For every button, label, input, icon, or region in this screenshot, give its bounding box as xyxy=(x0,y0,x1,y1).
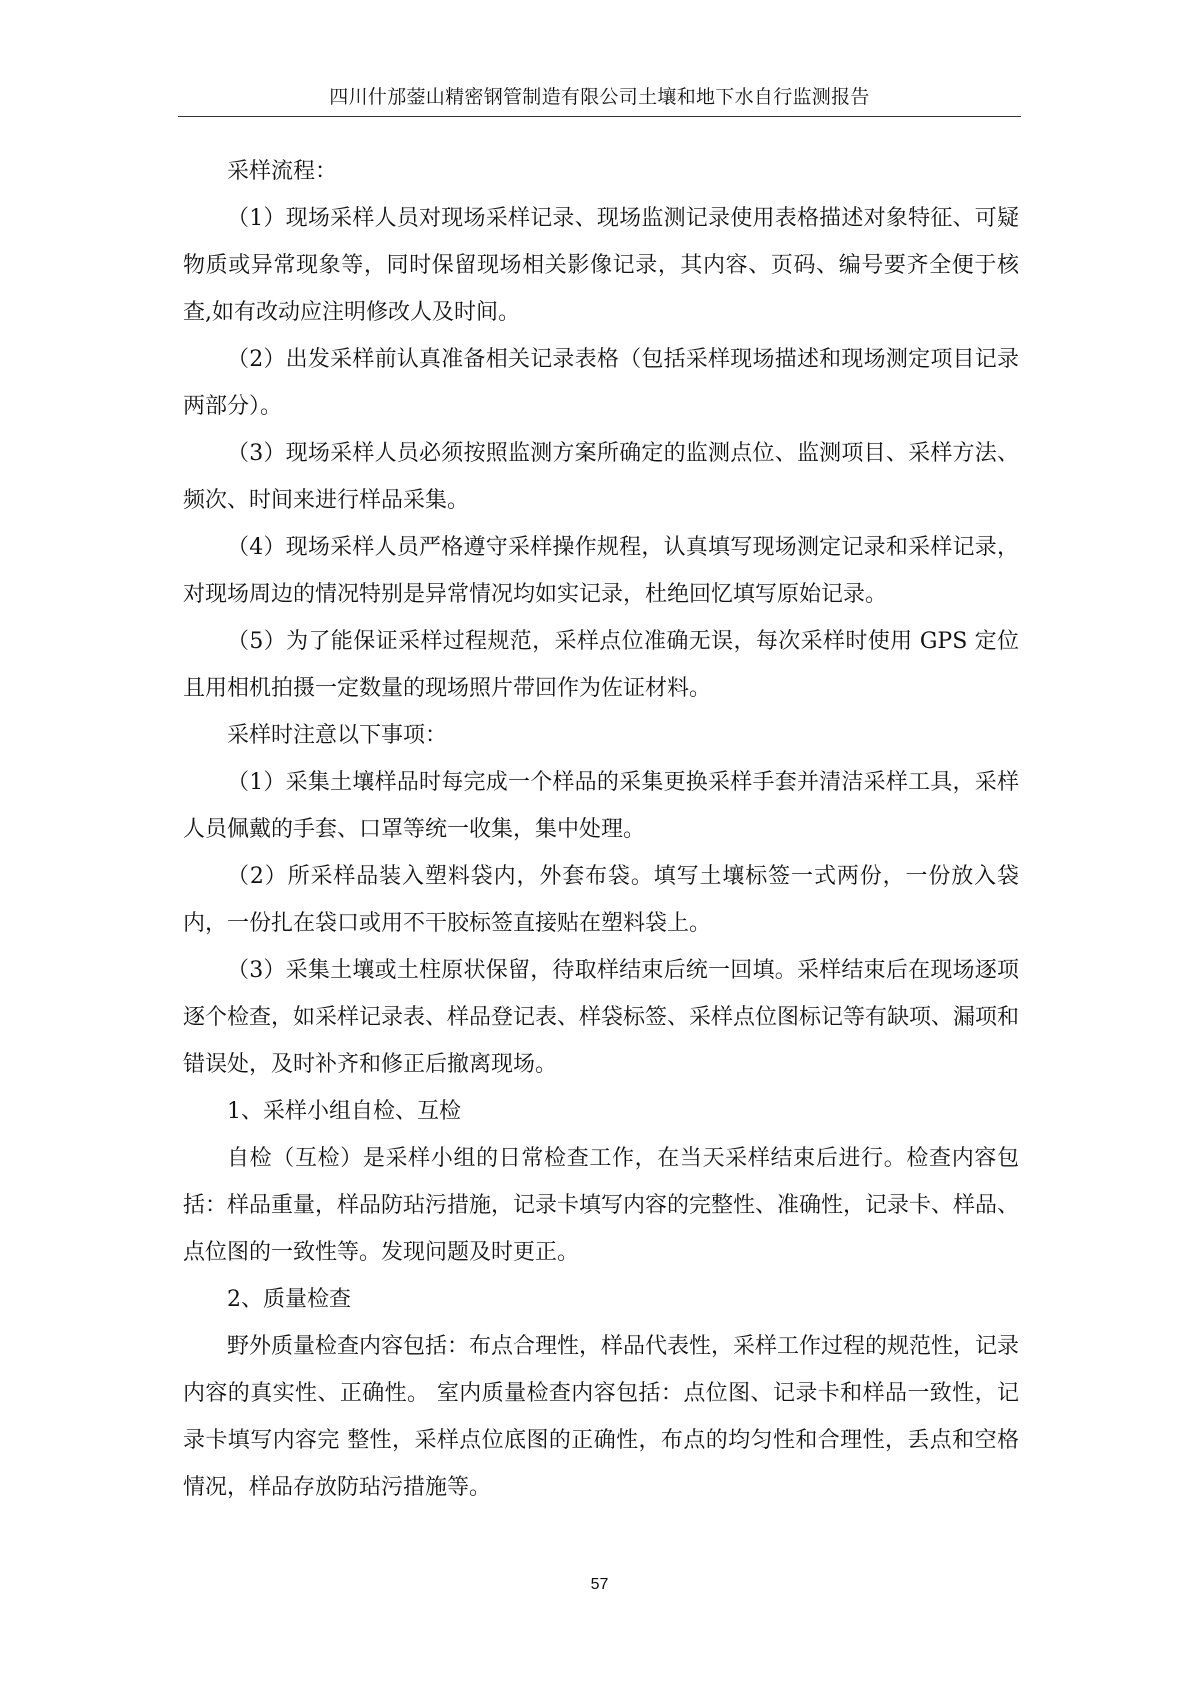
paragraph-process-step-2: （2）出发采样前认真准备相关记录表格（包括采样现场描述和现场测定项目记录两部分）。 xyxy=(183,347,1019,419)
paragraph-self-check: 自检（互检）是采样小组的日常检查工作，在当天采样结束后进行。检查内容包括：样品重量，样品防玷污措施，记录卡填写内容的完整性、准确性，记录卡、样品、点位图的一致性等。发现问题及时更正。 xyxy=(183,1146,1020,1265)
paragraph-precaution-2: （2）所采样品装入塑料袋内，外套布袋。填写土壤标签一式两份，一份放入袋内，一份扎在袋口或用不干胶标签直接贴在塑料袋上。 xyxy=(183,864,1019,936)
paragraph-quality-check: 野外质量检查内容包括：布点合理性，样品代表性，采样工作过程的规范性，记录内容的真实性、正确性。 室内质量检查内容包括：点位图、记录卡和样品一致性，记录卡填写内容完 整性，采样点位底图的正确性，布点的均匀性和合理性，丢点和空格情况，样品存放防玷污措施等。 xyxy=(183,1334,1020,1500)
paragraph-sampling-process-heading: 采样流程： xyxy=(227,159,338,184)
document-body xyxy=(183,148,1019,1511)
paragraph-process-step-1: （1）现场采样人员对现场采样记录、现场监测记录使用表格描述对象特征、可疑物质或异常现象等，同时保留现场相关影像记录，其内容、页码、编号要齐全便于核查,如有改动应注明修改人及时间。 xyxy=(183,206,1019,325)
paragraph-precautions-heading: 采样时注意以下事项： xyxy=(227,723,448,748)
paragraph-process-step-3: （3）现场采样人员必须按照监测方案所确定的监测点位、监测项目、采样方法、频次、时间来进行样品采集。 xyxy=(183,441,1019,513)
page-header-title: 四川什邡蓥山精密钢管制造有限公司土壤和地下水自行监测报告 xyxy=(329,86,870,108)
header-divider xyxy=(178,116,1021,117)
paragraph-process-step-4: （4）现场采样人员严格遵守采样操作规程，认真填写现场测定记录和采样记录，对现场周边的情况特别是异常情况均如实记录，杜绝回忆填写原始记录。 xyxy=(183,535,1019,607)
page-number: 57 xyxy=(590,1576,609,1593)
paragraph-precaution-1: （1）采集土壤样品时每完成一个样品的采集更换采样手套并清洁采样工具，采样人员佩戴的手套、口罩等统一收集，集中处理。 xyxy=(183,770,1019,842)
section-heading-quality-check: 2、质量检查 xyxy=(227,1287,351,1312)
paragraph-process-step-5: （5）为了能保证采样过程规范，采样点位准确无误，每次采样时使用 GPS 定位且用相机拍摄一定数量的现场照片带回作为佐证材料。 xyxy=(183,629,1019,701)
paragraph-precaution-3: （3）采集土壤或土柱原状保留，待取样结束后统一回填。采样结束后在现场逐项逐个检查，如采样记录表、样品登记表、样袋标签、采样点位图标记等有缺项、漏项和错误处，及时补齐和修正后撤离现场。 xyxy=(183,958,1020,1077)
section-heading-self-check: 1、采样小组自检、互检 xyxy=(227,1099,461,1124)
